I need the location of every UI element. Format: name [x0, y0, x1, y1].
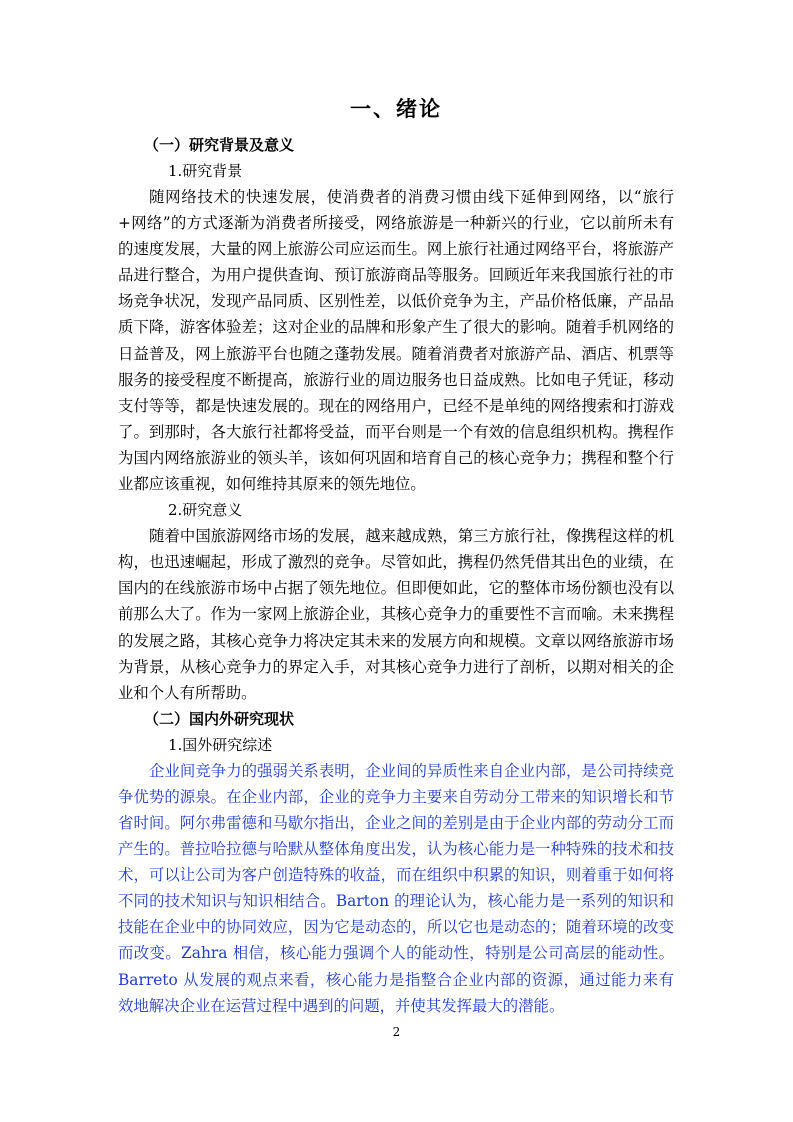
- section-heading-research-status: （二）国内外研究现状: [144, 709, 295, 728]
- subsection-heading-research-background: 1.研究背景: [168, 162, 243, 180]
- paragraph-research-background: 随网络技术的快速发展，使消费者的消费习惯由线下延伸到网络，以“旅行+网络”的方式逐渐为消费者所接受，网络旅游是一种新兴的行业，它以前所未有的速度发展，大量的网上旅游公司应运而生。网上旅行社通过网络平台，将旅游产品进行整合，为用户提供查询、预订旅游商品等服务。回顾近年来我国旅行社的市场竞争状况，发现产品同质、区别性差，以低价竞争为主，产品价格低廉，产品品质下降，游客体验差；这对企业的品牌和形象产生了很大的影响。随着手机网络的日益普及，网上旅游平台也随之蓬勃发展。随着消费者对旅游产品、酒店、机票等服务的接受程度不断提高，旅游行业的周边服务也日益成熟。比如电子凭证，移动支付等等，都是快速发展的。现在的网络用户，已经不是单纯的网络搜索和打游戏了。到那时，各大旅行社都将受益，而平台则是一个有效的信息组织机构。携程作为国内网络旅游业的领头羊，该如何巩固和培育自己的核心竞争力；携程和整个行业都应该重视，如何维持其原来的领先地位。: [118, 188, 674, 494]
- page-content: [118, 92, 674, 1019]
- paragraph-research-significance: 随着中国旅游网络市场的发展，越来越成熟，第三方旅行社，像携程这样的机构，也迅速崛起，形成了激烈的竞争。尽管如此，携程仍然凭借其出色的业绩，在国内的在线旅游市场中占据了领先地位。但即便如此，它的整体市场份额也没有以前那么大了。作为一家网上旅游企业，其核心竞争力的重要性不言而喻。未来携程的发展之路，其核心竞争力将决定其未来的发展方向和规模。文章以网络旅游市场为背景，从核心竞争力的界定入手，对其核心竞争力进行了剖析，以期对相关的企业和个人有所帮助。: [118, 527, 674, 702]
- page-number: 2: [392, 1025, 401, 1039]
- chapter-title: 一、绪论: [350, 97, 442, 121]
- subsection-heading-research-significance: 2.研究意义: [168, 501, 243, 520]
- subsection-heading-foreign-review: 1.国外研究综述: [168, 735, 273, 754]
- section-heading-background: （一）研究背景及意义: [144, 136, 295, 154]
- paragraph-foreign-review: 企业间竞争力的强弱关系表明，企业间的异质性来自企业内部，是公司持续竞争优势的源泉。在企业内部，企业的竞争力主要来自劳动分工带来的知识增长和节省时间。阿尔弗雷德和马歇尔指出，企业之间的差别是由于企业内部的劳动分工而产生的。普拉哈拉德与哈默从整体角度出发，认为核心能力是一种特殊的技术和技术，可以让公司为客户创造特殊的收益，而在组织中积累的知识，则着重于如何将不同的技术知识与知识相结合。Barton 的理论认为，核心能力是一系列的知识和技能在企业中的协同效应，因为它是动态的，所以它也是动态的；随着环境的改变而改变。Zahra 相信，核心能力强调个人的能动性，特别是公司高层的能动性。Barreto 从发展的观点来看，核心能力是指整合企业内部的资源，通过能力来有效地解决企业在运营过程中遇到的问题，并使其发挥最大的潜能。: [118, 761, 674, 1015]
